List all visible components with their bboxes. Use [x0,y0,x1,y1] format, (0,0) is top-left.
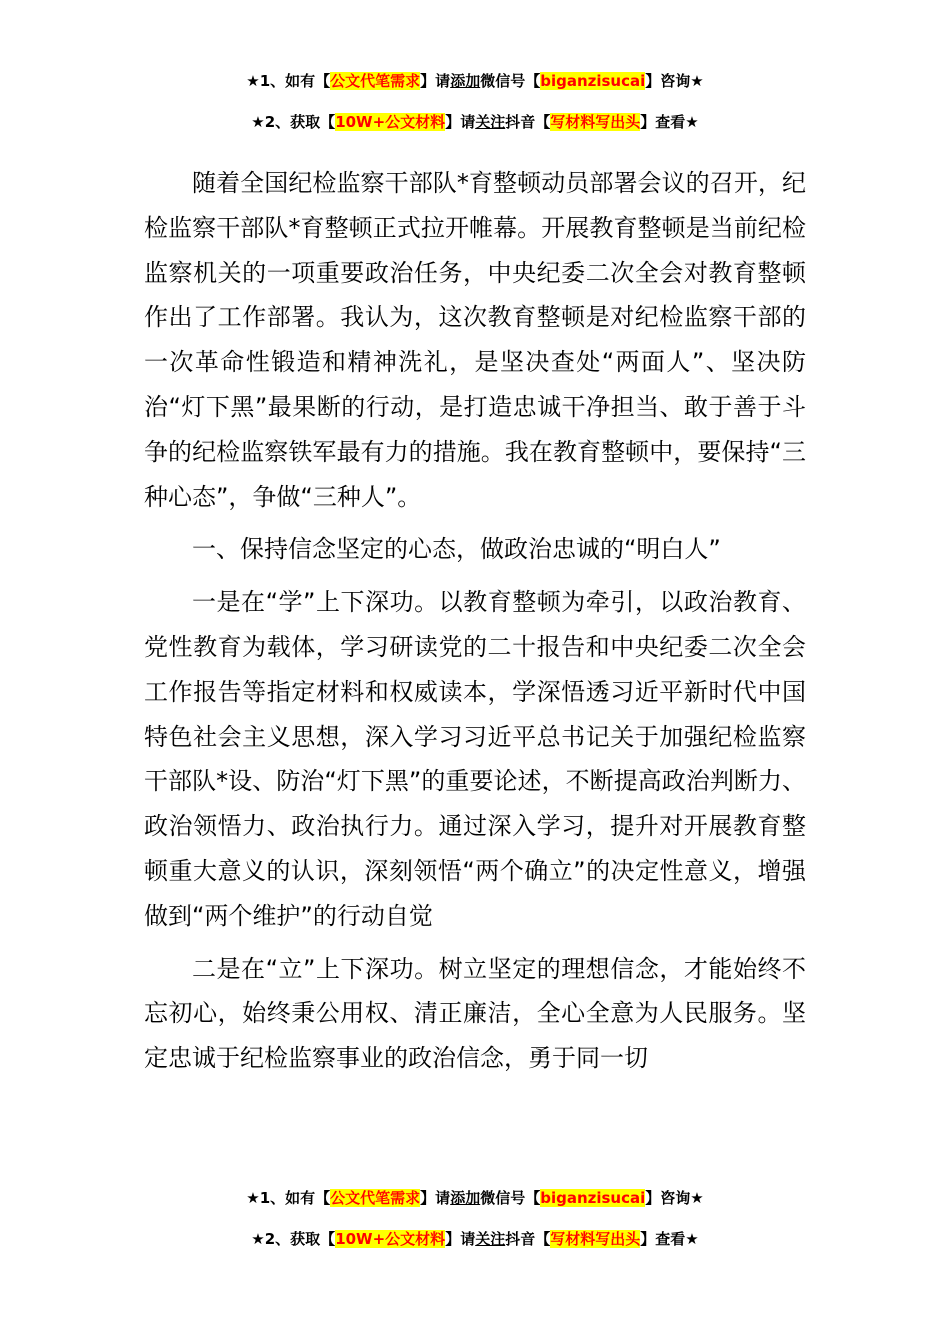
promo-underlined-text: 关注 [475,1230,506,1248]
promo-underlined-text: 添加 [450,72,481,90]
promo-text: 抖音【 [505,1230,551,1248]
promo-highlight-wechat-id: biganzisucai [540,72,646,90]
promo-text: 抖音【 [505,113,551,131]
promo-suffix: 】查看★ [640,1230,699,1248]
promo-prefix: ★1、如有【 [246,1189,331,1207]
body-paragraph-intro: 随着全国纪检监察干部队*育整顿动员部署会议的召开，纪检监察干部队*育整顿正式拉开帷幕。开展教育整顿是当前纪检监察机关的一项重要政治任务，中央纪委二次全会对教育整顿作出了工作部署。我认为，这次教育整顿是对纪检监察干部的一次革命性锻造和精神洗礼，是坚决查处“两面人”、坚决防治“灯下黑”最果断的行动，是打造忠诚干净担当、敢于善于斗争的纪检监察铁军最有力的措施。我在教育整顿中，要保持“三种心态”，争做“三种人”。 [144,169,806,511]
promo-text: 】请 [445,113,476,131]
promo-suffix: 】咨询★ [645,1189,704,1207]
promo-prefix: ★1、如有【 [246,72,331,90]
promo-highlight-douyin-account: 写材料写出头 [550,1230,641,1248]
promo-prefix: ★2、获取【 [251,113,336,131]
promo-text: 微信号【 [480,1189,541,1207]
body-paragraph-study: 一是在“学”上下深功。以教育整顿为牵引，以政治教育、党性教育为载体，学习研读党的二十报告和中央纪委二次全会工作报告等指定材料和权威读本，学深悟透习近平新时代中国特色社会主义思想，深入学习习近平总书记关于加强纪检监察干部队*设、防治“灯下黑”的重要论述，不断提高政治判断力、政治领悟力、政治执行力。通过深入学习，提升对开展教育整顿重大意义的认识，深刻领悟“两个确立”的决定性意义，增强做到“两个维护”的行动自觉 [144,588,806,930]
promo-text: 】请 [445,1230,476,1248]
footer-promo-line-1 [0,1186,950,1210]
body-paragraph-belief: 二是在“立”上下深功。树立坚定的理想信念，才能始终不忘初心，始终秉公用权、清正廉洁，全心全意为人民服务。坚定忠诚于纪检监察事业的政治信念，勇于同一切 [144,954,806,1073]
promo-text: 微信号【 [480,72,541,90]
promo-highlight-douyin-account: 写材料写出头 [550,113,641,131]
promo-highlight-materials: 10W+公文材料 [335,113,446,131]
promo-prefix: ★2、获取【 [251,1230,336,1248]
promo-underlined-text: 添加 [450,1189,481,1207]
promo-underlined-text: 关注 [475,113,506,131]
footer-promo-line-2 [0,1227,950,1251]
promo-text: 】请 [420,72,451,90]
document-body [144,161,806,1089]
promo-suffix: 】查看★ [640,113,699,131]
promo-text: 】请 [420,1189,451,1207]
promo-highlight-materials: 10W+公文材料 [335,1230,446,1248]
promo-highlight-service: 公文代笔需求 [330,1189,421,1207]
promo-highlight-wechat-id: biganzisucai [540,1189,646,1207]
promo-highlight-service: 公文代笔需求 [330,72,421,90]
section-heading: 一、保持信念坚定的心态，做政治忠诚的“明白人” [192,535,721,564]
header-promo-line-2 [0,110,950,134]
header-promo-line-1 [0,69,950,93]
promo-suffix: 】咨询★ [645,72,704,90]
